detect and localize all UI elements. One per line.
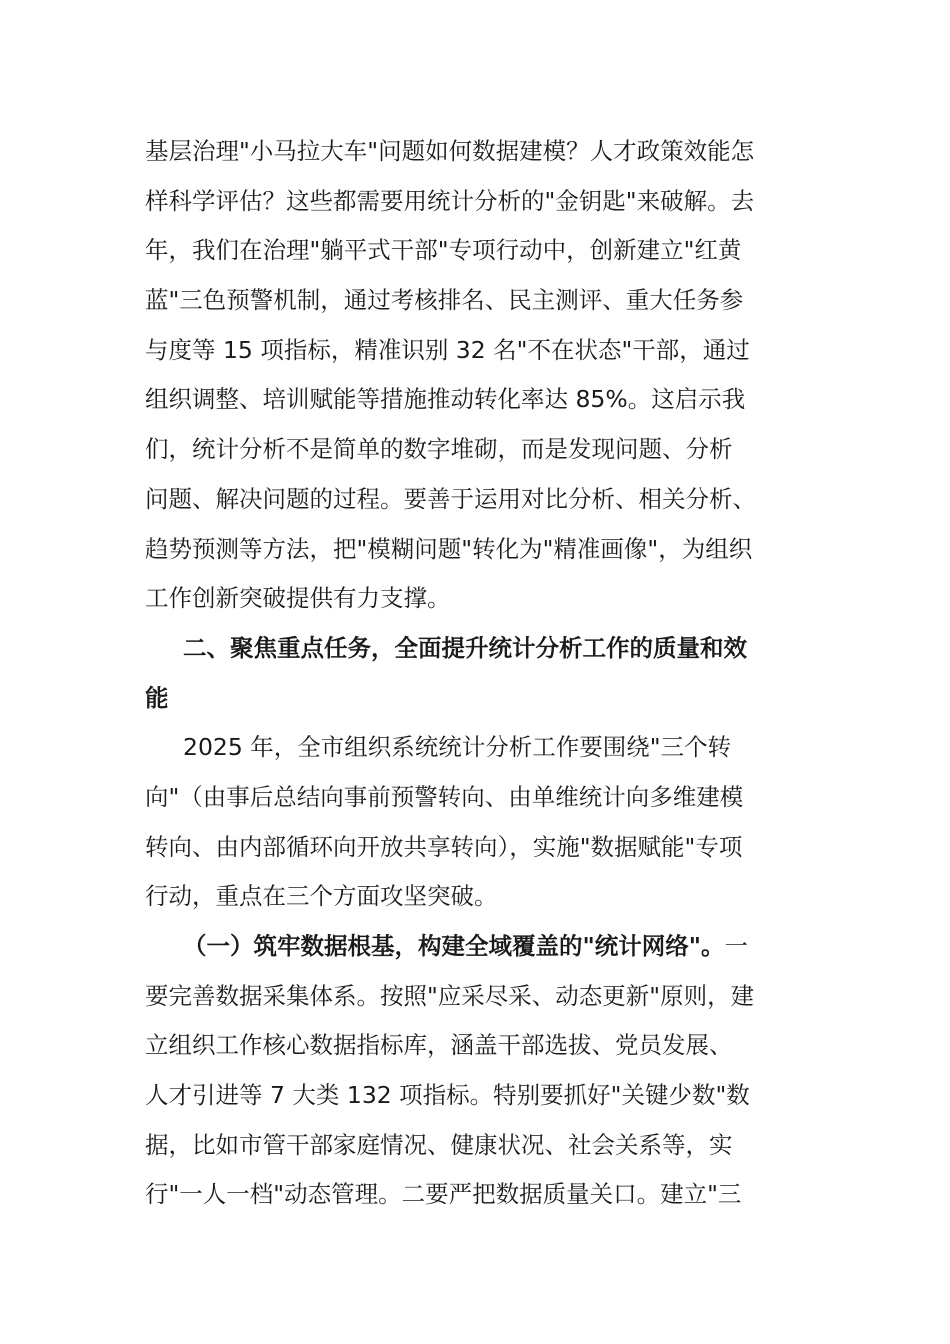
text-line: 行动，重点在三个方面攻坚突破。 [145,882,498,911]
subsection-lead: （一）筑牢数据根基，构建全域覆盖的"统计网络"。 [183,932,725,960]
text-line: 样科学评估？这些都需要用统计分析的"金钥匙"来破解。去 [145,186,755,215]
text-line: 转向、由内部循环向开放共享转向），实施"数据赋能"专项 [145,832,743,861]
text-line [145,922,807,972]
text-line: 据，比如市管干部家庭情况、健康状况、社会关系等，实 [145,1130,733,1159]
paragraph-statistics-examples [145,127,807,624]
text-line: 工作创新突破提供有力支撑。 [145,584,451,613]
text-line: 要完善数据采集体系。按照"应采尽采、动态更新"原则，建 [145,981,755,1010]
text-line: 们，统计分析不是简单的数字堆砌，而是发现问题、分析 [145,435,733,464]
section-heading-two [145,624,807,723]
paragraph-three-shifts [145,723,807,922]
text-line: 问题、解决问题的过程。要善于运用对比分析、相关分析、 [145,484,756,513]
lead-continuation: 一 [724,932,748,960]
text-line: 2025 年，全市组织系统统计分析工作要围绕"三个转 [183,733,732,762]
document-body [145,127,807,1220]
text-line: 与度等 15 项指标，精准识别 32 名"不在状态"干部，通过 [145,335,750,364]
heading-line: 能 [145,683,169,712]
text-line: 组织调整、培训赋能等措施推动转化率达 85%。这启示我 [145,385,746,414]
text-line: 趋势预测等方法，把"模糊问题"转化为"精准画像"，为组织 [145,534,753,563]
text-line: 立组织工作核心数据指标库，涵盖干部选拔、党员发展、 [145,1031,733,1060]
text-line: 基层治理"小马拉大车"问题如何数据建模？人才政策效能怎 [145,137,755,165]
paragraph-data-foundation [145,922,807,1220]
text-line: 人才引进等 7 大类 132 项指标。特别要抓好"关键少数"数 [145,1081,750,1110]
heading-line: 二、聚焦重点任务，全面提升统计分析工作的质量和效 [183,633,747,662]
text-line: 年，我们在治理"躺平式干部"专项行动中，创新建立"红黄 [145,236,742,265]
text-line: 向"（由事后总结向事前预警转向、由单维统计向多维建模 [145,782,744,811]
text-line: 蓝"三色预警机制，通过考核排名、民主测评、重大任务参 [145,286,744,315]
text-line: 行"一人一档"动态管理。二要严把数据质量关口。建立"三 [145,1180,742,1209]
